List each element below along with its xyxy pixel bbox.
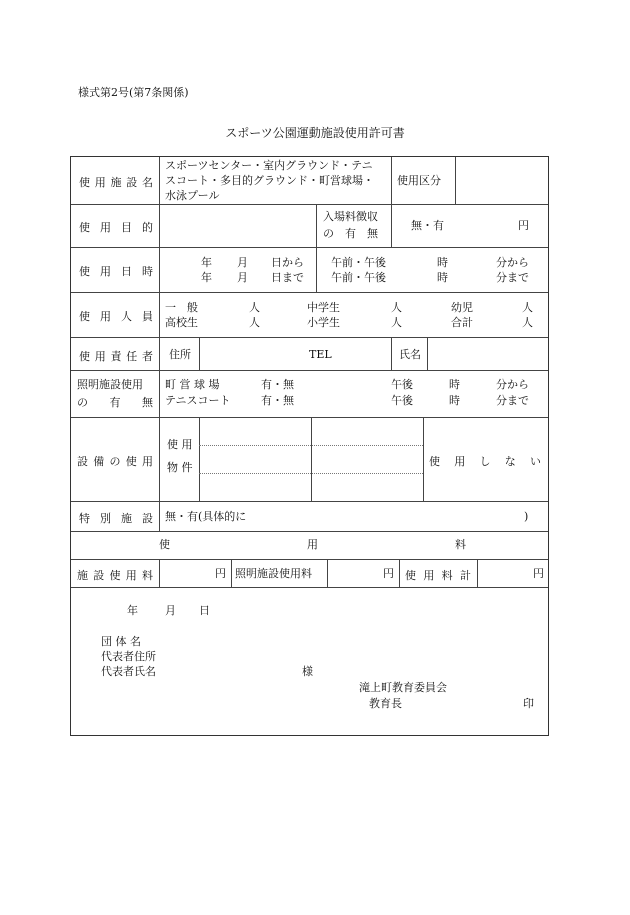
- cell-divider: [199, 417, 200, 501]
- pm-label: 午後: [391, 378, 413, 391]
- row-divider: [71, 531, 548, 532]
- facility-names-line1: スポーツセンター・室内グラウンド・テニ: [165, 159, 373, 172]
- person-unit: 人: [522, 316, 533, 329]
- hour-unit: 時: [437, 271, 448, 284]
- minute-to: 分まで: [496, 271, 529, 284]
- person-unit: 人: [249, 301, 260, 314]
- high-school-label: 高校生: [165, 316, 198, 329]
- cell-divider: [391, 337, 392, 370]
- ballpark-label: 町 営 球 場: [165, 378, 220, 391]
- users-label: 使用人員: [79, 310, 153, 323]
- hour-unit: 時: [449, 394, 460, 407]
- label-column-divider: [159, 157, 160, 531]
- elementary-label: 小学生: [307, 316, 340, 329]
- minute-from: 分から: [496, 378, 529, 391]
- yen-unit: 円: [215, 567, 226, 580]
- cell-divider: [427, 337, 428, 370]
- hour-unit: 時: [437, 256, 448, 269]
- responsible-label: 使用責任者: [79, 350, 153, 363]
- purpose-label: 使用目的: [79, 221, 153, 234]
- superintendent-label: 教育長: [369, 697, 402, 710]
- year-unit: 年: [201, 256, 212, 269]
- equipment-use-label: 使 用: [167, 438, 193, 451]
- cell-divider: [316, 204, 317, 247]
- label-column-divider: [159, 559, 160, 587]
- ampm-to: 午前・午後: [331, 271, 386, 284]
- person-unit: 人: [249, 316, 260, 329]
- general-label: 一 般: [165, 301, 198, 314]
- equipment-label: 設備の使用: [77, 455, 153, 468]
- cell-divider: [311, 417, 312, 501]
- minute-from: 分から: [496, 256, 529, 269]
- tennis-court-label: テニスコート: [165, 394, 231, 407]
- total-label: 合計: [451, 316, 473, 329]
- person-unit: 人: [522, 301, 533, 314]
- cell-divider: [399, 559, 400, 587]
- lighting-label-line1: 照明施設使用: [77, 378, 143, 391]
- fee-heading-char: 用: [307, 538, 318, 551]
- cell-divider: [477, 559, 478, 587]
- honorific: 様: [302, 665, 313, 678]
- total-fee-label: 使用料計: [405, 569, 471, 582]
- cell-divider: [231, 559, 232, 587]
- permit-form-table: [70, 156, 549, 736]
- admission-fee-label-line1: 入場料徴収: [323, 210, 378, 223]
- category-label: 使用区分: [397, 174, 441, 187]
- admission-fee-unit: 円: [518, 219, 529, 232]
- yen-unit: 円: [383, 567, 394, 580]
- month-unit: 月: [237, 271, 248, 284]
- representative-name-label: 代表者氏名: [101, 665, 156, 678]
- equipment-items-label: 物 件: [167, 461, 193, 474]
- row-divider: [71, 370, 548, 371]
- tel-label: TEL: [309, 348, 332, 361]
- junior-high-label: 中学生: [307, 301, 340, 314]
- address-label: 住所: [169, 348, 191, 361]
- lighting-fee-label: 照明施設使用料: [235, 567, 312, 580]
- tennis-yes-no: 有・無: [261, 394, 294, 407]
- admission-fee-value: 無・有: [411, 219, 444, 232]
- cell-divider: [391, 204, 392, 247]
- cell-divider: [423, 417, 424, 501]
- cell-divider: [391, 157, 392, 204]
- dotted-line: [199, 445, 423, 446]
- group-name-label: 団 体 名: [101, 635, 141, 648]
- person-unit: 人: [391, 301, 402, 314]
- yen-unit: 円: [533, 567, 544, 580]
- form-number: 様式第2号(第7条関係): [78, 86, 189, 99]
- fee-heading-char: 使: [159, 538, 170, 551]
- month-unit: 月: [237, 256, 248, 269]
- row-divider: [71, 204, 548, 205]
- facility-fee-label: 施設使用料: [77, 569, 153, 582]
- seal-mark: 印: [523, 697, 534, 710]
- pm-label: 午後: [391, 394, 413, 407]
- date-year: 年: [127, 604, 138, 617]
- person-unit: 人: [391, 316, 402, 329]
- row-divider: [71, 337, 548, 338]
- cell-divider: [199, 337, 200, 370]
- lighting-label-line2: の 有 無: [77, 396, 153, 409]
- facility-label: 使用施設名: [79, 176, 153, 189]
- special-facility-value: 無・有(具体的に: [165, 510, 247, 523]
- admission-fee-label-line2: の 有 無: [323, 227, 378, 240]
- infant-label: 幼児: [451, 301, 473, 314]
- year-unit: 年: [201, 271, 212, 284]
- row-divider: [71, 292, 548, 293]
- datetime-label: 使用日時: [79, 265, 153, 278]
- document-title: スポーツ公園運動施設使用許可書: [225, 126, 405, 140]
- dotted-line: [199, 473, 423, 474]
- facility-names-line3: 水泳プール: [165, 189, 220, 202]
- fee-heading-char: 料: [455, 538, 466, 551]
- date-day: 日: [199, 604, 210, 617]
- facility-names-line2: スコート・多目的グラウンド・町営球場・: [165, 174, 374, 187]
- special-facility-label: 特別施設: [79, 512, 153, 525]
- minute-to: 分まで: [496, 394, 529, 407]
- day-to: 日まで: [271, 271, 304, 284]
- name-label: 氏名: [399, 348, 421, 361]
- row-divider: [71, 587, 548, 588]
- cell-divider: [316, 247, 317, 292]
- day-from: 日から: [271, 256, 304, 269]
- cell-divider: [455, 157, 456, 204]
- not-used-label: 使 用 し な い: [429, 455, 541, 468]
- board-of-education: 滝上町教育委員会: [359, 681, 447, 694]
- ampm-from: 午前・午後: [331, 256, 386, 269]
- cell-divider: [327, 559, 328, 587]
- date-month: 月: [165, 604, 176, 617]
- row-divider: [71, 247, 548, 248]
- hour-unit: 時: [449, 378, 460, 391]
- ballpark-yes-no: 有・無: [261, 378, 294, 391]
- row-divider: [71, 501, 548, 502]
- row-divider: [71, 417, 548, 418]
- representative-address-label: 代表者住所: [101, 650, 156, 663]
- special-facility-close: ): [524, 510, 529, 523]
